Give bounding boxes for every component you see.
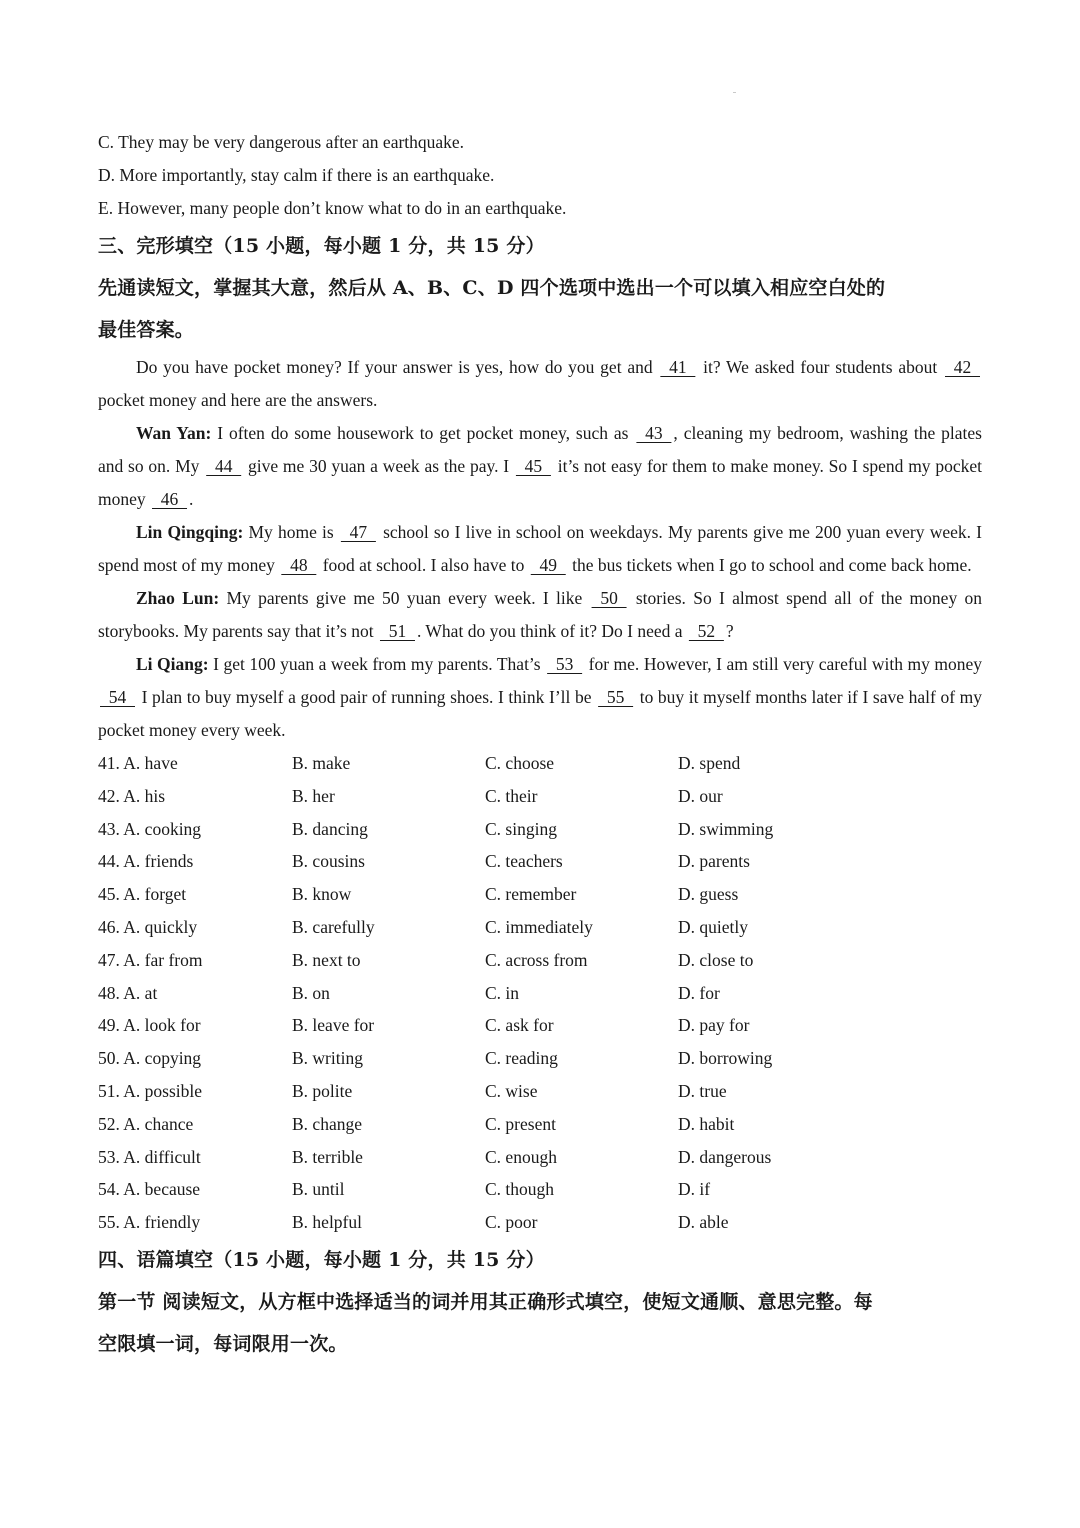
blank-52: 52 bbox=[688, 621, 724, 641]
option-b: B. her bbox=[292, 785, 335, 806]
option-c: C. reading bbox=[485, 1048, 558, 1069]
option-d: D. dangerous bbox=[678, 1146, 772, 1167]
options-50 bbox=[98, 1042, 982, 1075]
option-c: C. wise bbox=[485, 1080, 538, 1101]
option-d: D. borrowing bbox=[678, 1048, 773, 1069]
option-a: 45. A. forget bbox=[98, 884, 187, 905]
options-47 bbox=[98, 944, 982, 977]
blank-49: 49 bbox=[530, 555, 566, 575]
blank-54: 54 bbox=[100, 687, 135, 707]
option-a: 48. A. at bbox=[98, 982, 158, 1003]
option-a: 41. A. have bbox=[98, 753, 178, 773]
section3-instruction-1: 先通读短文，掌握其大意，然后从 A、B、C、D 四个选项中选出一个可以填入相应空白处的 bbox=[98, 277, 886, 299]
option-b: B. change bbox=[292, 1113, 362, 1134]
prev-option-c: C. They may be very dangerous after an earthquake. bbox=[98, 132, 465, 152]
blank-44: 44 bbox=[206, 456, 242, 476]
passage-li-qiang: Li Qiang: I get 100 yuan a week from my parents. That’s 53 for me. However, I am still very careful with my money 54 I plan to buy myself a good pair of running shoes. I think I’ll be 55 to buy it myself months later if I save half of my pocket money every week. bbox=[98, 648, 982, 747]
options-42 bbox=[98, 780, 982, 813]
option-a: 51. A. possible bbox=[98, 1080, 203, 1101]
passage-zhao-lun: Zhao Lun: My parents give me 50 yuan every week. I like 50 stories. So I almost spend all of the money on storybooks. My parents say that it’s not 51 . What do you think of it? Do I need a 52 ? bbox=[98, 582, 982, 648]
option-d: D. close to bbox=[678, 949, 754, 970]
option-a: 55. A. friendly bbox=[98, 1212, 201, 1233]
options-53 bbox=[98, 1141, 982, 1174]
options-49 bbox=[98, 1009, 982, 1042]
option-a: 44. A. friends bbox=[98, 851, 194, 872]
options-46 bbox=[98, 911, 982, 944]
option-b: B. helpful bbox=[292, 1212, 362, 1233]
blank-53: 53 bbox=[547, 654, 583, 674]
speaker-name: Zhao Lun: bbox=[136, 588, 220, 608]
passage-intro: Do you have pocket money? If your answer is yes, how do you get and 41 it? We asked four students about 42 pocket money and here are the answers. bbox=[98, 351, 982, 417]
prev-option-d: D. More importantly, stay calm if there is an earthquake. bbox=[98, 165, 495, 185]
blank-41: 41 bbox=[660, 357, 696, 377]
options-45 bbox=[98, 878, 982, 911]
options-41 bbox=[98, 747, 982, 780]
blank-47: 47 bbox=[340, 522, 376, 542]
option-a: 54. A. because bbox=[98, 1179, 201, 1200]
option-d: D. guess bbox=[678, 884, 739, 905]
option-c: C. remember bbox=[485, 884, 577, 905]
option-c: C. ask for bbox=[485, 1015, 554, 1036]
option-a: 49. A. look for bbox=[98, 1015, 201, 1036]
options-43 bbox=[98, 813, 982, 846]
option-c: C. teachers bbox=[485, 851, 563, 872]
section4-title: 四、语篇填空（15 小题，每小题 1 分，共 15 分） bbox=[98, 1248, 545, 1271]
section3-title: 三、完形填空（15 小题，每小题 1 分，共 15 分） bbox=[98, 235, 545, 257]
option-c: C. singing bbox=[485, 818, 557, 839]
option-d: D. habit bbox=[678, 1113, 735, 1134]
option-c: C. their bbox=[485, 785, 538, 806]
option-c: C. enough bbox=[485, 1146, 557, 1167]
blank-48: 48 bbox=[281, 555, 317, 575]
option-b: B. on bbox=[292, 982, 330, 1003]
option-a: 46. A. quickly bbox=[98, 916, 198, 937]
speaker-name: Li Qiang: bbox=[136, 654, 209, 674]
blank-45: 45 bbox=[515, 456, 551, 476]
option-d: D. pay for bbox=[678, 1015, 750, 1036]
passage-lin-qingqing: Lin Qingqing: My home is 47 school so I live in school on weekdays. My parents give me 200 yuan every week. I spend most of my money 48 food at school. I also have to 49 the bus tickets when I go to school and come back home. bbox=[98, 516, 982, 582]
option-c: C. across from bbox=[485, 949, 588, 970]
options-52 bbox=[98, 1108, 982, 1141]
option-a: 42. A. his bbox=[98, 785, 166, 806]
blank-43: 43 bbox=[636, 423, 672, 443]
section4-instruction-1: 第一节 阅读短文，从方框中选择适当的词并用其正确形式填空，使短文通顺、意思完整。每 bbox=[98, 1290, 873, 1313]
option-b: B. make bbox=[292, 753, 351, 773]
option-b: B. terrible bbox=[292, 1146, 363, 1167]
option-d: D. parents bbox=[678, 851, 750, 872]
option-c: C. though bbox=[485, 1179, 555, 1200]
section4-instruction-2: 空限填一词，每词限用一次。 bbox=[98, 1332, 348, 1355]
option-b: B. polite bbox=[292, 1080, 353, 1101]
option-d: D. swimming bbox=[678, 818, 774, 839]
option-a: 47. A. far from bbox=[98, 949, 203, 970]
option-a: 52. A. chance bbox=[98, 1113, 194, 1134]
option-d: D. our bbox=[678, 785, 723, 806]
option-a: 43. A. cooking bbox=[98, 818, 202, 839]
option-d: D. for bbox=[678, 982, 720, 1003]
blank-55: 55 bbox=[598, 687, 634, 707]
option-d: D. able bbox=[678, 1212, 729, 1233]
option-b: B. carefully bbox=[292, 916, 375, 937]
option-b: B. cousins bbox=[292, 851, 365, 872]
option-b: B. until bbox=[292, 1179, 345, 1200]
option-a: 53. A. difficult bbox=[98, 1146, 201, 1167]
option-d: D. quietly bbox=[678, 916, 748, 937]
scan-mark bbox=[733, 92, 736, 93]
options-51 bbox=[98, 1075, 982, 1108]
blank-51: 51 bbox=[379, 621, 415, 641]
option-b: B. next to bbox=[292, 949, 361, 970]
options-44 bbox=[98, 845, 982, 878]
prev-option-e: E. However, many people don’t know what to do in an earthquake. bbox=[98, 198, 567, 218]
option-c: C. choose bbox=[485, 753, 555, 773]
section3-instruction-2: 最佳答案。 bbox=[98, 319, 195, 341]
option-a: 50. A. copying bbox=[98, 1048, 202, 1069]
blank-50: 50 bbox=[591, 588, 627, 608]
option-b: B. know bbox=[292, 884, 352, 905]
option-d: D. spend bbox=[678, 753, 741, 773]
option-c: C. in bbox=[485, 982, 520, 1003]
option-c: C. immediately bbox=[485, 916, 593, 937]
options-48 bbox=[98, 977, 982, 1010]
speaker-name: Lin Qingqing: bbox=[136, 522, 244, 542]
option-d: D. if bbox=[678, 1179, 711, 1200]
passage-wan-yan: Wan Yan: I often do some housework to get pocket money, such as 43 , cleaning my bedroom, washing the plates and so on. My 44 give me 30 yuan a week as the pay. I 45 it’s not easy for them to make money. So I spend my pocket money 46 . bbox=[98, 417, 982, 516]
speaker-name: Wan Yan: bbox=[136, 423, 212, 443]
options-55 bbox=[98, 1206, 982, 1239]
option-b: B. leave for bbox=[292, 1015, 375, 1036]
option-b: B. writing bbox=[292, 1048, 363, 1069]
option-b: B. dancing bbox=[292, 818, 368, 839]
options-list bbox=[98, 747, 982, 1239]
options-54 bbox=[98, 1173, 982, 1206]
exam-page bbox=[98, 126, 982, 1365]
option-d: D. true bbox=[678, 1080, 727, 1101]
option-c: C. poor bbox=[485, 1212, 538, 1233]
blank-42: 42 bbox=[945, 357, 980, 377]
blank-46: 46 bbox=[152, 489, 188, 509]
option-c: C. present bbox=[485, 1113, 556, 1134]
